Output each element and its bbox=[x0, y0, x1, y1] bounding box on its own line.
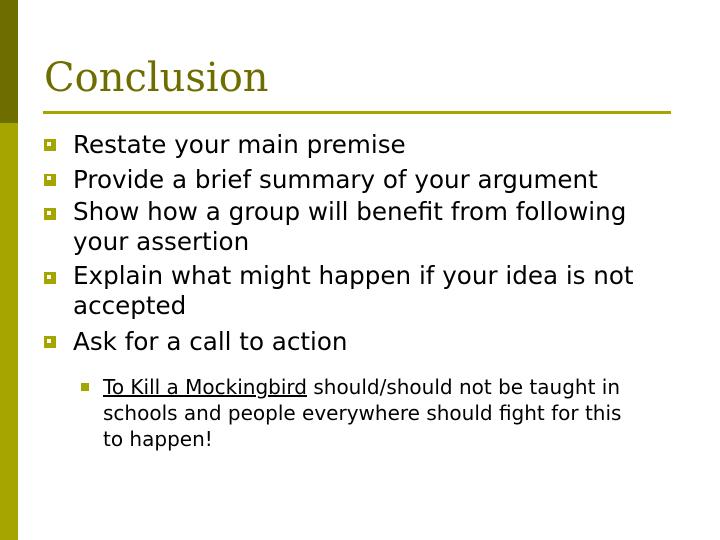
square-bullet-icon bbox=[44, 174, 56, 186]
sub-bullet-item bbox=[103, 374, 643, 452]
slide-title: Conclusion bbox=[44, 55, 269, 101]
sub-bullet-text: should/should not be taught in schools and people everywhere should fight for this to happen! bbox=[103, 375, 622, 451]
bullet-text: Provide a brief summary of your argument bbox=[73, 164, 598, 194]
bullet-item bbox=[0, 163, 673, 198]
small-square-bullet-icon bbox=[81, 383, 89, 391]
square-bullet-icon bbox=[44, 272, 56, 284]
sidebar-dark-bar bbox=[0, 0, 18, 123]
square-bullet-icon bbox=[44, 336, 56, 348]
bullet-list bbox=[0, 128, 720, 360]
bullet-text: Explain what might happen if your idea is not accepted bbox=[73, 261, 634, 320]
square-bullet-icon bbox=[44, 139, 56, 151]
bullet-item bbox=[0, 261, 673, 321]
bullet-text: Show how a group will benefit from following your assertion bbox=[73, 197, 627, 256]
bullet-item bbox=[0, 128, 673, 163]
bullet-text: Restate your main premise bbox=[73, 130, 406, 159]
book-title: To Kill a Mockingbird bbox=[103, 375, 307, 399]
bullet-item bbox=[0, 325, 673, 360]
title-underline bbox=[43, 111, 671, 114]
square-bullet-icon bbox=[44, 208, 56, 220]
bullet-text: Ask for a call to action bbox=[73, 327, 348, 356]
bullet-item bbox=[0, 197, 673, 257]
